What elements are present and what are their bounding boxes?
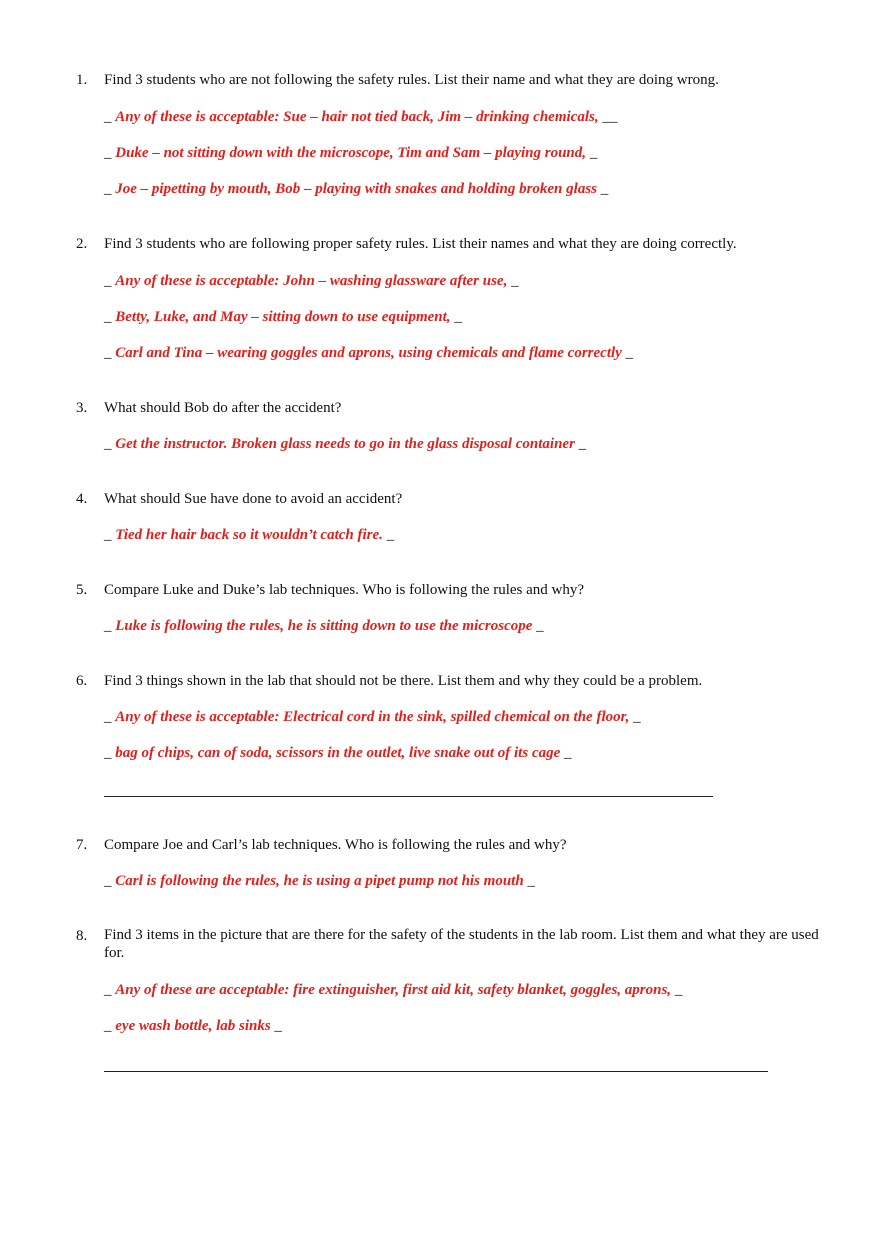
question-7	[0, 835, 880, 855]
question-number: 2.	[76, 236, 88, 252]
question-prompt	[0, 234, 880, 254]
question-number: 8.	[76, 928, 88, 944]
answer-text: Tied her hair back so it wouldn’t catch fire.	[115, 527, 383, 543]
answer-blank-trail: _	[574, 436, 587, 452]
question-text: Compare Luke and Duke’s lab techniques. Who is following the rules and why?	[104, 582, 585, 598]
question-text: Find 3 students who are not following the safety rules. List their name and what they are doing wrong.	[104, 72, 719, 88]
answer-text: Any of these are acceptable: fire extinguisher, first aid kit, safety blanket, goggles, aprons,	[115, 982, 672, 998]
answer-blank-lead: _	[104, 181, 116, 197]
answer-blank-lead: _	[104, 345, 116, 361]
question-number: 1.	[76, 72, 88, 88]
question-number: 5.	[76, 582, 88, 598]
answer-blank-trail: _	[523, 873, 535, 889]
question-8	[0, 926, 880, 964]
answer-line	[104, 743, 572, 763]
empty-answer-line	[104, 796, 713, 797]
answer-text: Carl and Tina – wearing goggles and aprons, using chemicals and flame correctly	[115, 345, 622, 361]
answer-line	[104, 107, 617, 127]
answer-text: Carl is following the rules, he is using a pipet pump not his mouth	[115, 873, 524, 889]
answer-blank-trail: _	[382, 527, 395, 543]
answer-blank-lead: _	[104, 873, 116, 889]
answer-blank-lead: _	[104, 1018, 116, 1034]
question-number: 7.	[76, 837, 88, 853]
answer-text: Get the instructor. Broken glass needs to go in the glass disposal container	[115, 436, 575, 452]
answer-line	[104, 980, 682, 1000]
answer-text: eye wash bottle, lab sinks	[115, 1018, 271, 1034]
empty-answer-line	[104, 1071, 768, 1072]
answer-line	[104, 1016, 282, 1036]
answer-text: Luke is following the rules, he is sitting down to use the microscope	[115, 618, 533, 634]
question-text: Find 3 things shown in the lab that should not be there. List them and why they could be a problem.	[104, 673, 703, 689]
question-2	[0, 234, 880, 254]
question-prompt	[0, 835, 880, 855]
answer-blank-trail: _	[629, 709, 641, 725]
answer-line	[104, 871, 535, 891]
answer-text: Any of these is acceptable: Sue – hair not tied back, Jim – drinking chemicals,	[115, 109, 599, 125]
question-6	[0, 671, 880, 691]
answer-line	[104, 179, 608, 199]
question-3	[0, 398, 880, 418]
answer-text: bag of chips, can of soda, scissors in the outlet, live snake out of its cage	[115, 745, 561, 761]
question-text: What should Bob do after the accident?	[104, 400, 342, 416]
answer-line	[104, 707, 641, 727]
answer-line	[104, 525, 394, 545]
answer-blank-lead: _	[104, 709, 116, 725]
answer-blank-lead: _	[104, 982, 116, 998]
answer-blank-trail: _	[507, 273, 519, 289]
answer-line	[104, 616, 544, 636]
question-prompt	[0, 671, 880, 691]
question-prompt	[0, 398, 880, 418]
question-1	[0, 70, 880, 90]
question-prompt	[0, 926, 880, 964]
answer-blank-trail: _	[450, 309, 462, 325]
answer-blank-trail: _	[597, 181, 609, 197]
answer-blank-lead: _	[104, 109, 116, 125]
answer-blank-lead: _	[104, 309, 116, 325]
question-number: 4.	[76, 491, 88, 507]
answer-blank-trail: _	[560, 745, 572, 761]
answer-blank-lead: _	[104, 273, 116, 289]
answer-blank-lead: _	[104, 527, 116, 543]
question-4	[0, 489, 880, 509]
question-prompt	[0, 70, 880, 90]
question-text: Find 3 items in the picture that are there for the safety of the students in the lab room. List them and what they are used for.	[104, 927, 819, 961]
answer-blank-trail: _	[671, 982, 683, 998]
question-number: 6.	[76, 673, 88, 689]
answer-text: Any of these is acceptable: Electrical cord in the sink, spilled chemical on the floor,	[115, 709, 630, 725]
question-prompt	[0, 489, 880, 509]
answer-blank-trail: __	[598, 109, 618, 125]
question-text: Compare Joe and Carl’s lab techniques. Who is following the rules and why?	[104, 837, 567, 853]
question-prompt	[0, 580, 880, 600]
answer-blank-trail: _	[270, 1018, 282, 1034]
answer-text: Betty, Luke, and May – sitting down to use equipment,	[115, 309, 451, 325]
question-text: What should Sue have done to avoid an accident?	[104, 491, 403, 507]
answer-text: Duke – not sitting down with the microscope, Tim and Sam – playing round,	[115, 145, 587, 161]
answer-line	[104, 307, 462, 327]
question-number: 3.	[76, 400, 88, 416]
answer-line	[104, 343, 633, 363]
answer-blank-lead: _	[104, 745, 116, 761]
question-5	[0, 580, 880, 600]
answer-line	[104, 271, 519, 291]
answer-blank-lead: _	[104, 145, 116, 161]
answer-blank-lead: _	[104, 618, 116, 634]
answer-blank-trail: _	[586, 145, 598, 161]
answer-line	[104, 143, 597, 163]
question-text: Find 3 students who are following proper safety rules. List their names and what they are doing correctly.	[104, 236, 737, 252]
answer-blank-trail: _	[621, 345, 634, 361]
answer-blank-trail: _	[532, 618, 544, 634]
answer-text: Joe – pipetting by mouth, Bob – playing with snakes and holding broken glass	[115, 181, 597, 197]
answer-text: Any of these is acceptable: John – washing glassware after use,	[115, 273, 508, 289]
answer-line	[104, 434, 586, 454]
answer-blank-lead: _	[104, 436, 116, 452]
